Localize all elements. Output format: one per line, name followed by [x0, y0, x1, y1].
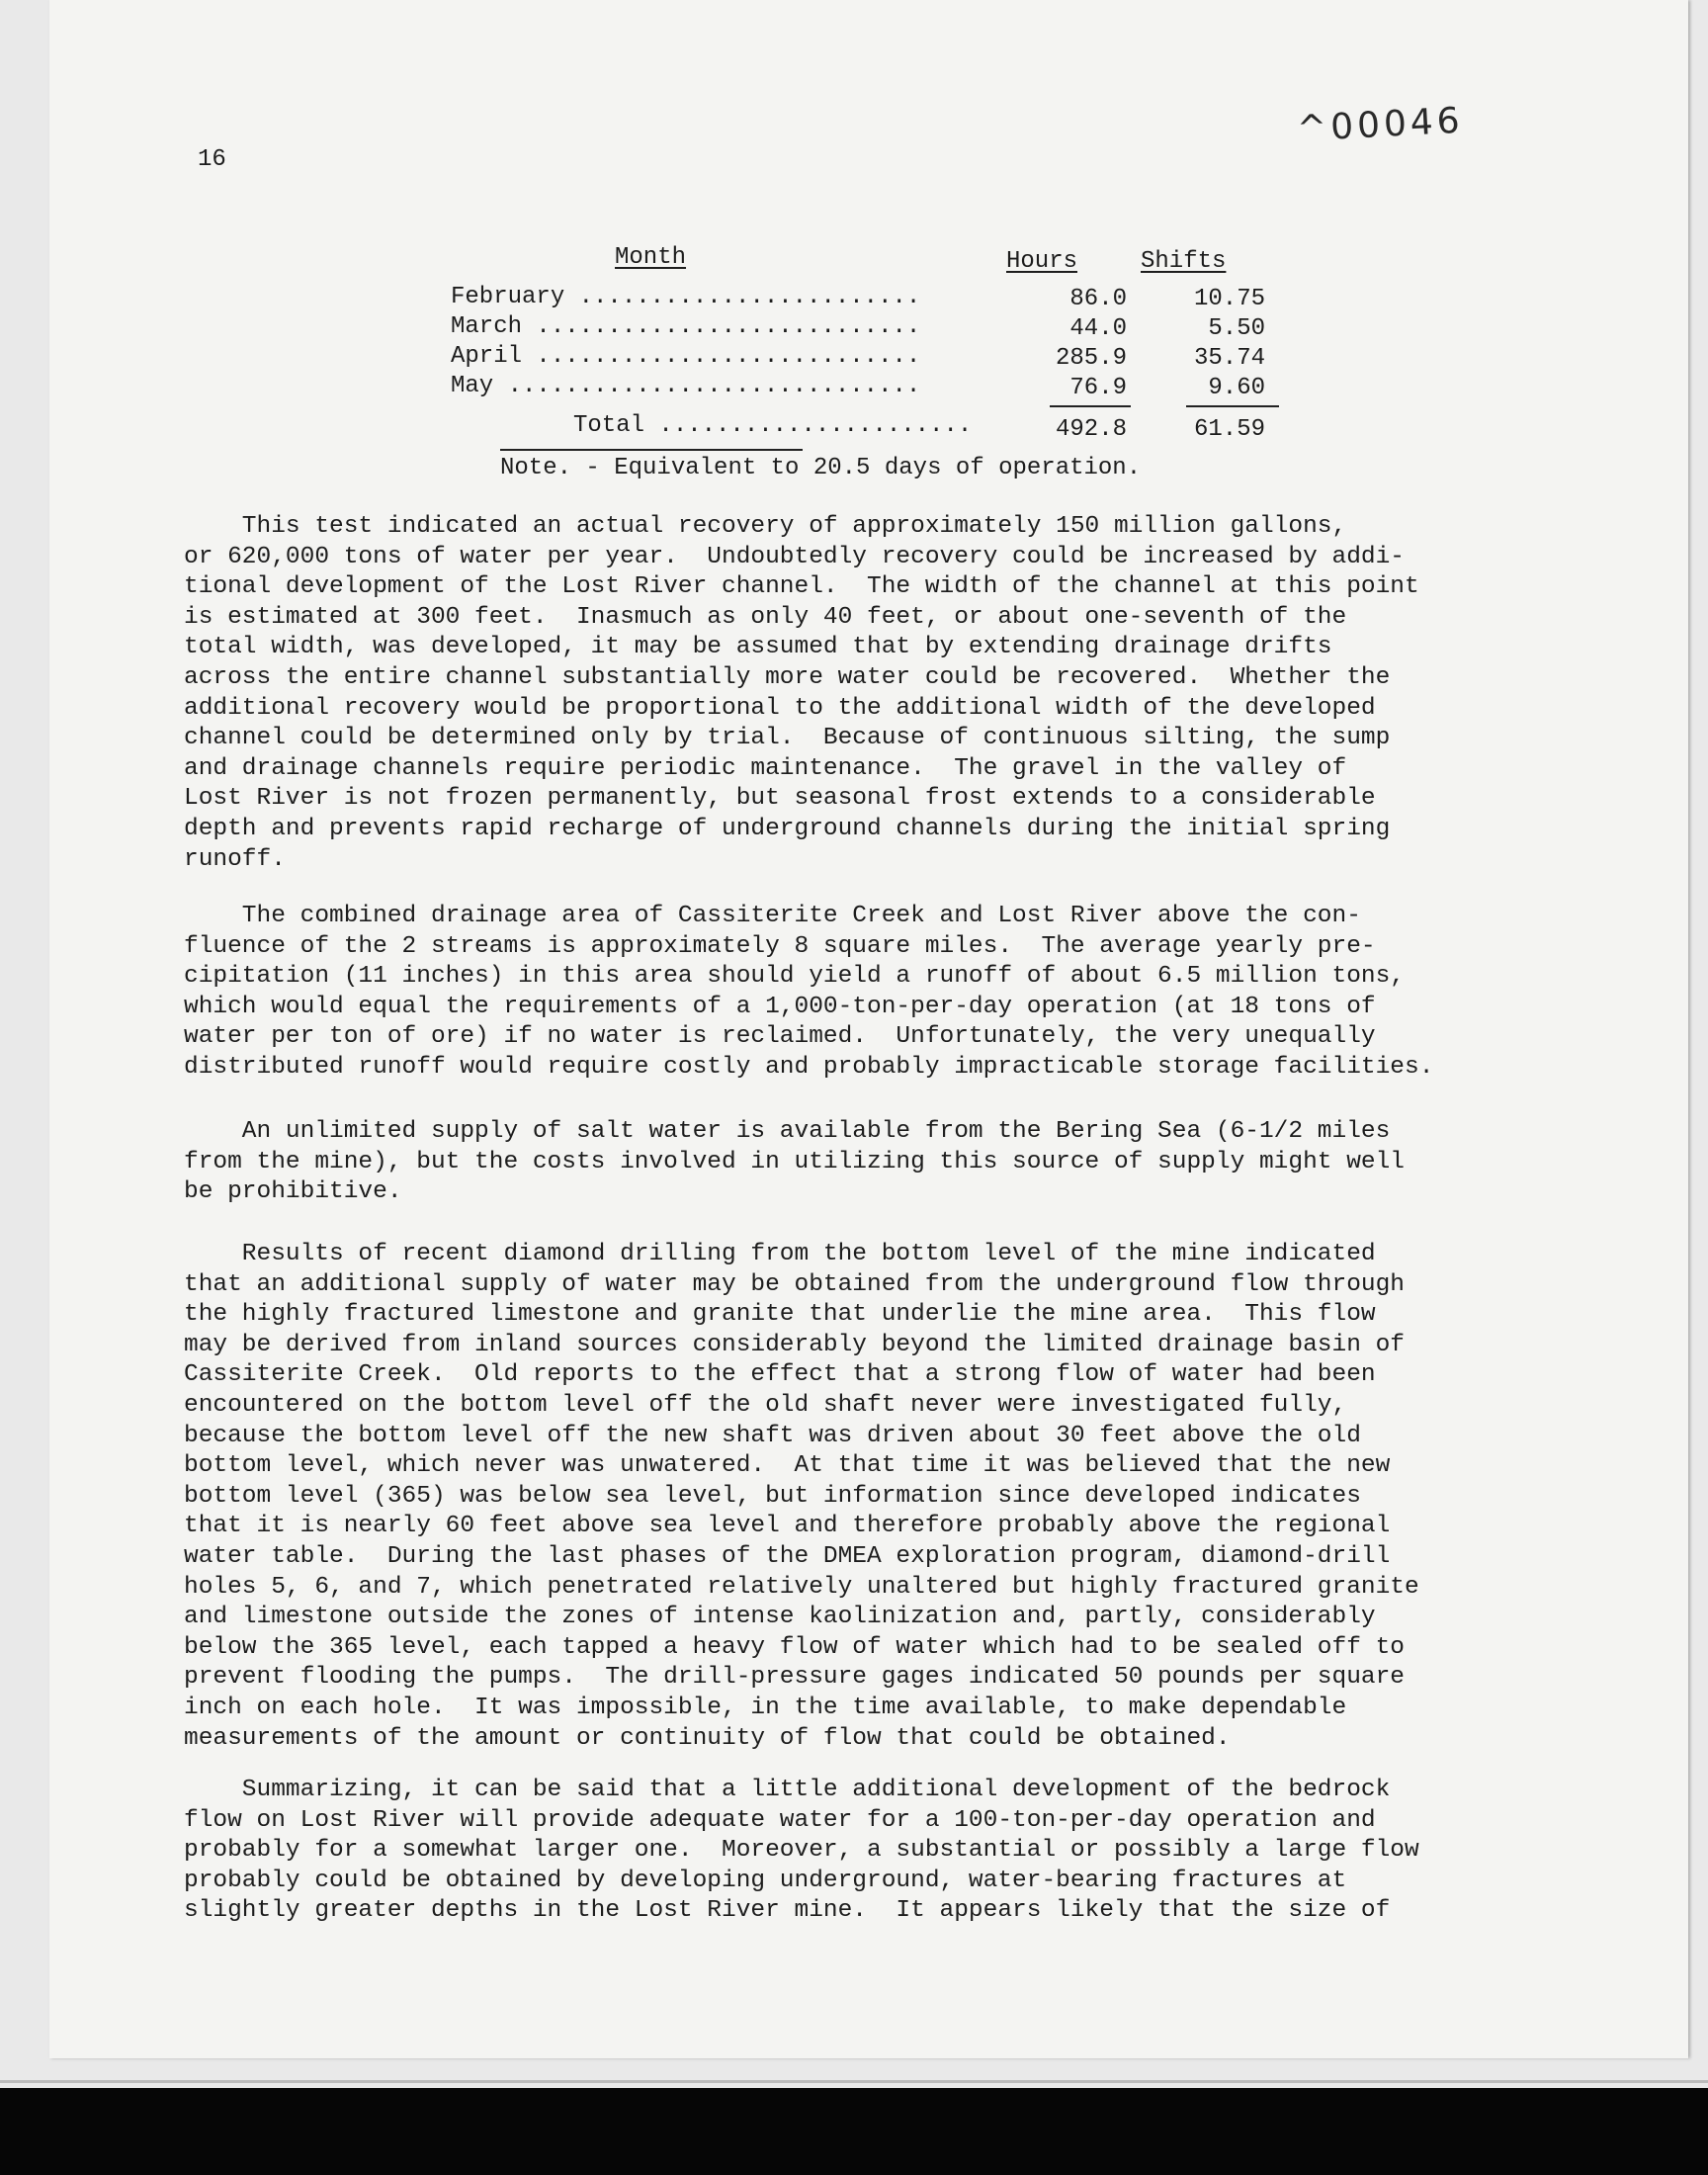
- table-row-shifts: 35.74: [1193, 345, 1265, 372]
- table-row-hours: 76.9: [1069, 375, 1127, 401]
- table-header-month: Month: [615, 244, 687, 271]
- table-row-hours: 285.9: [1055, 345, 1127, 372]
- table-row-month: March ...........................: [451, 313, 921, 340]
- table-note: Note. - Equivalent to 20.5 days of operation.: [500, 455, 1142, 481]
- table-total-label: Total ......................: [573, 412, 973, 439]
- shifts-sum-rule: [1186, 405, 1279, 407]
- scan-bottom-strip: [0, 2088, 1708, 2175]
- table-row-shifts: 10.75: [1193, 286, 1265, 312]
- table-total-hours: 492.8: [1055, 416, 1127, 443]
- table-row-hours: 86.0: [1069, 286, 1127, 312]
- table-row-shifts: 9.60: [1208, 375, 1265, 401]
- scan-edge-line: [0, 2080, 1708, 2083]
- table-header-hours: Hours: [1006, 248, 1078, 275]
- table-row-shifts: 5.50: [1208, 315, 1265, 342]
- table-row-month: February ........................: [451, 284, 921, 310]
- paragraph-summary: Summarizing, it can be said that a little additional development of the bedrock flow on Lost River will provide adequate water for a 100-ton-per-day operation and probably for a somewhat larger one. Moreover, a substantial or possibly a large flow probably could be obtained by developing underground, water-bearing fractures at slightly greater depths in the Lost River mine. It appears likely that the size of: [184, 1777, 1419, 1925]
- paragraph-salt-water: An unlimited supply of salt water is available from the Bering Sea (6-1/2 miles from the mine), but the costs involved in utilizing this source of supply might well be prohibitive.: [184, 1118, 1406, 1206]
- page-number: 16: [198, 146, 226, 173]
- table-row-hours: 44.0: [1069, 315, 1127, 342]
- table-total-shifts: 61.59: [1193, 416, 1265, 443]
- note-rule: [500, 449, 803, 451]
- table-row-month: May .............................: [451, 373, 921, 399]
- document-stamp: ^00046: [1296, 100, 1465, 150]
- table-row-month: April ...........................: [451, 343, 921, 370]
- paragraph-drainage-area: The combined drainage area of Cassiterite Creek and Lost River above the con- fluence of the 2 streams is approximately 8 square miles. The average yearly pre- cipitation (11 inches) in this area should yield a runoff of about 6.5 million tons, which would equal the requirements of a 1,000-ton-per-day operation (at 18 tons of water per ton of ore) if no water is reclaimed. Unfortunately, the very unequally distributed runoff would require costly and probably impracticable storage facilities.: [184, 903, 1434, 1081]
- document-page: [49, 0, 1688, 2058]
- hours-sum-rule: [1050, 405, 1131, 407]
- paragraph-diamond-drilling: Results of recent diamond drilling from the bottom level of the mine indicated that an additional supply of water may be obtained from the underground flow through the highly fractured limestone and granite that underlie the mine area. This flow may be derived from inland sources considerably beyond the limited drainage basin of Cassiterite Creek. Old reports to the effect that a strong flow of water had been encountered on the bottom level off the old shaft never were investigated fully, because the bottom level off the new shaft was driven about 30 feet above the old bottom level, which never was unwatered. At that time it was believed that the new bottom level (365) was below sea level, but information since developed indicates that it is nearly 60 feet above sea level and therefore probably above the regional water table. During the last phases of the DMEA exploration program, diamond-drill holes 5, 6, and 7, which penetrated relatively unaltered but highly fractured granite and limestone outside the zones of intense kaolinization and, partly, considerably below the 365 level, each tapped a heavy flow of water which had to be sealed off to prevent flooding the pumps. The drill-pressure gages indicated 50 pounds per square inch on each hole. It was impossible, in the time available, to make dependable measurements of the amount or continuity of flow that could be obtained.: [184, 1241, 1419, 1752]
- paragraph-recovery: This test indicated an actual recovery of approximately 150 million gallons, or 620,000 tons of water per year. Undoubtedly recovery could be increased by addi- tional development of the Lost River channel. The width of the channel at this point is estimated at 300 feet. Inasmuch as only 40 feet, or about one-seventh of the total width, was developed, it may be assumed that by extending drainage drifts across the entire channel substantially more water could be recovered. Whether the additional recovery would be proportional to the additional width of the developed channel could be determined only by trial. Because of continuous silting, the sump and drainage channels require periodic maintenance. The gravel in the valley of Lost River is not frozen permanently, but seasonal frost extends to a considerable depth and prevents rapid recharge of underground channels during the initial spring runoff.: [184, 513, 1419, 873]
- table-header-shifts: Shifts: [1141, 248, 1227, 275]
